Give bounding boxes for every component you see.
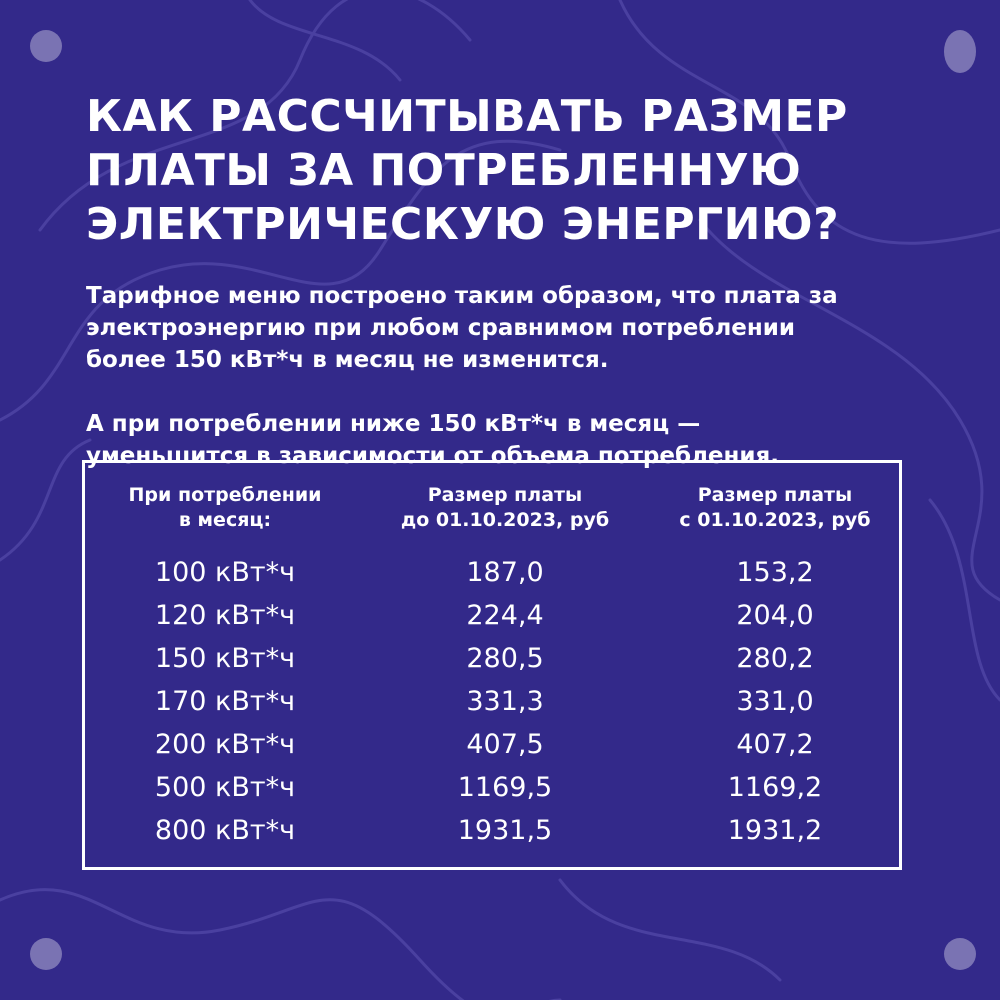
corner-dot [944,30,976,73]
cell-consumption: 100 кВт*ч [154,557,296,588]
page-title [86,90,936,252]
cell-consumption: 150 кВт*ч [154,643,296,674]
table-row [85,551,899,594]
cell-price-before: 187,0 [466,557,544,588]
cell-price-after: 280,2 [736,643,814,674]
table-row [85,766,899,809]
table-body [85,551,899,852]
cell-price-before: 280,5 [466,643,544,674]
cell-price-after: 331,0 [736,686,814,717]
cell-consumption: 800 кВт*ч [154,815,296,846]
cell-price-after: 153,2 [736,557,814,588]
paragraph-line: Тарифное меню построено таким образом, что плата за [86,283,838,309]
table-row [85,594,899,637]
header-line: с 01.10.2023, руб [679,509,871,531]
header-line: Размер платы [697,484,853,506]
cell-price-before: 331,3 [466,686,544,717]
cell-price-after: 407,2 [736,729,814,760]
table-row [85,680,899,723]
table-row [85,809,899,852]
cell-price-after: 1169,2 [727,772,823,803]
cell-price-after: 204,0 [736,600,814,631]
cell-consumption: 170 кВт*ч [154,686,296,717]
header-price-before [365,483,645,533]
paragraph-line: более 150 кВт*ч в месяц не изменится. [86,347,609,373]
corner-dot [944,938,976,970]
cell-consumption: 500 кВт*ч [154,772,296,803]
title-line: ЭЛЕКТРИЧЕСКУЮ ЭНЕРГИЮ? [86,199,840,250]
cell-consumption: 120 кВт*ч [154,600,296,631]
corner-dot [30,938,62,970]
header-line: При потреблении [128,484,322,506]
table-header [85,483,899,543]
cell-price-before: 1931,5 [457,815,553,846]
header-line: Размер платы [427,484,583,506]
table-row [85,637,899,680]
cell-price-before: 407,5 [466,729,544,760]
paragraph-line: уменьшится в зависимости от объема потребления. [86,443,779,469]
table-row [85,723,899,766]
header-line: в месяц: [178,509,272,531]
header-line: до 01.10.2023, руб [400,509,610,531]
cell-price-before: 1169,5 [457,772,553,803]
paragraph-line: А при потреблении ниже 150 кВт*ч в месяц — [86,411,701,437]
cell-consumption: 200 кВт*ч [154,729,296,760]
header-price-after [645,483,905,533]
corner-dot [30,30,62,62]
cell-price-before: 224,4 [466,600,544,631]
paragraph-line: электроэнергию при любом сравнимом потреблении [86,315,796,341]
cell-price-after: 1931,2 [727,815,823,846]
intro-paragraph [86,280,936,376]
title-line: КАК РАССЧИТЫВАТЬ РАЗМЕР [86,91,848,142]
header-consumption [85,483,365,533]
content [86,90,936,472]
tariff-table [82,460,902,870]
title-line: ПЛАТЫ ЗА ПОТРЕБЛЕННУЮ [86,145,802,196]
